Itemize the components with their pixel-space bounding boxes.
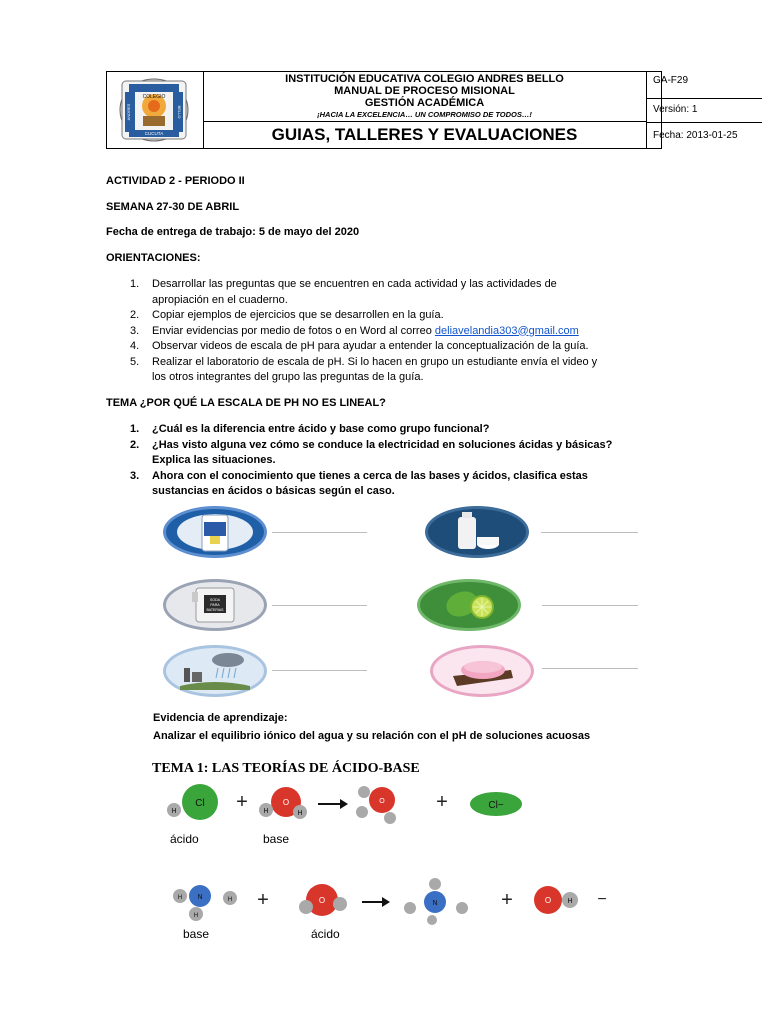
- hydroxide-charge: −: [597, 891, 607, 908]
- logo-text-bello: BELLO: [177, 105, 182, 119]
- header-institution-block: [203, 72, 646, 122]
- list-item: 2. ¿Has visto alguna vez cómo se conduce la electricidad en soluciones ácidas y básicas?: [130, 438, 613, 451]
- atom-o: O: [282, 798, 290, 807]
- header-center-cell: [203, 72, 647, 148]
- label-base: base: [183, 927, 210, 941]
- atom-h: H: [297, 810, 303, 817]
- activity-title: ACTIVIDAD 2 - PERIODO II: [106, 175, 245, 187]
- school-logo: [107, 72, 203, 148]
- orientaciones-list: [106, 277, 706, 386]
- reaction-2-diagram: [150, 874, 620, 926]
- list-item: 1. Desarrollar las preguntas que se encuentren en cada actividad y las actividades de: [130, 278, 557, 290]
- list-item: Explica las situaciones.: [152, 454, 276, 466]
- institution-name: INSTITUCIÓN EDUCATIVA COLEGIO ANDRES BELLO: [285, 73, 564, 85]
- document-title: GUIAS, TALLERES Y EVALUACIONES: [271, 125, 578, 144]
- answer-line: [272, 605, 367, 606]
- acid-rain-icon: [166, 648, 264, 694]
- milk-bottle-icon: [428, 509, 526, 555]
- soap-image: [430, 645, 534, 697]
- document-version: Versión: 1: [647, 99, 762, 123]
- atom-h: H: [567, 898, 573, 905]
- evidencia-text: Analizar el equilibrio iónico del agua y su relación con el pH de soluciones acuosas: [153, 730, 591, 742]
- atom-n: N: [432, 900, 438, 907]
- logo-text-colegio: COLEGIO: [142, 94, 166, 100]
- preguntas-list: [106, 422, 706, 500]
- list-item: 4. Observar videos de escala de pH para ayudar a entender la conceptualización de la guía.: [130, 340, 589, 352]
- atom-h: H: [193, 913, 199, 919]
- list-item: apropiación en el cuaderno.: [152, 293, 288, 306]
- school-logo-cell: [107, 72, 204, 148]
- atom-n: N: [197, 894, 203, 901]
- atom-h: H: [177, 895, 183, 901]
- list-item: 3. Enviar evidencias por medio de fotos o en Word al correo deliavelandia303@gmail.com: [130, 324, 579, 337]
- plus-sign: +: [501, 889, 513, 911]
- answer-line: [542, 668, 638, 669]
- plus-sign: +: [257, 889, 269, 911]
- label-acido: ácido: [311, 927, 340, 941]
- svg-text:BATERIAS: BATERIAS: [206, 608, 224, 612]
- manual-name: MANUAL DE PROCESO MISIONAL: [334, 85, 515, 97]
- list-item: 3. Ahora con el conocimiento que tienes a cerca de las bases y ácidos, clasifica estas: [130, 469, 588, 482]
- delivery-date: Fecha de entrega de trabajo: 5 de mayo del 2020: [106, 226, 360, 238]
- list-item: 1. ¿Cuál es la diferencia entre ácido y base como grupo funcional?: [130, 423, 490, 435]
- atom-h: H: [263, 808, 269, 815]
- tema-question-heading: TEMA ¿POR QUÉ LA ESCALA DE PH NO ES LINEAL?: [106, 397, 386, 409]
- activity-week: SEMANA 27-30 DE ABRIL: [106, 201, 240, 213]
- gestion-name: GESTIÓN ACADÉMICA: [364, 97, 485, 109]
- atom-h: H: [227, 897, 233, 903]
- document-date: Fecha: 2013-01-25: [653, 130, 738, 141]
- chemical-jug-icon: [166, 582, 264, 628]
- email-link[interactable]: deliavelandia303@gmail.com: [434, 324, 579, 337]
- label-base: base: [263, 832, 290, 846]
- atom-o: O: [379, 798, 385, 805]
- evidencia-title: Evidencia de aprendizaje:: [153, 712, 288, 724]
- bleach-bottle-icon: [166, 509, 264, 555]
- answer-line: [272, 532, 367, 533]
- list-item: los otros integrantes del grupo las preguntas de la guía.: [152, 371, 424, 383]
- plus-sign: +: [236, 791, 248, 813]
- soap-bar-icon: [433, 648, 531, 694]
- reaction-arrow-head: [382, 897, 390, 907]
- atom-h: H: [171, 808, 177, 815]
- lime-image: [417, 579, 521, 631]
- orientaciones-heading: ORIENTACIONES:: [106, 252, 201, 264]
- logo-text-andres: ANDRES: [126, 103, 131, 121]
- milk-image: [425, 506, 529, 558]
- bleach-image: [163, 506, 267, 558]
- svg-text:PARA: PARA: [210, 603, 220, 607]
- document-header-table: [106, 71, 738, 149]
- list-item: sustancias en ácidos o básicas según el caso.: [152, 485, 395, 497]
- reaction-1-diagram: [150, 780, 550, 830]
- chloride-ion: Cl−: [488, 800, 504, 811]
- document-code: GA-F29: [647, 72, 762, 99]
- answer-line: [541, 532, 638, 533]
- logo-text-cucuta: CUCUTA: [144, 131, 164, 136]
- school-motto: ¡HACIA LA EXCELENCIA… UN COMPROMISO DE TODOS…!: [317, 110, 532, 119]
- label-acido: ácido: [170, 832, 199, 846]
- svg-text:SODA: SODA: [210, 598, 220, 602]
- lime-icon: [420, 582, 518, 628]
- list-item: 5. Realizar el laboratorio de escala de pH. Si lo hacen en grupo un estudiante envía el video y: [130, 355, 598, 368]
- atom-cl: Cl: [195, 798, 205, 809]
- acid-rain-image: [163, 645, 267, 697]
- tema1-heading: TEMA 1: LAS TEORÍAS DE ÁCIDO-BASE: [152, 761, 420, 776]
- chemical-image: [163, 579, 267, 631]
- atom-o: O: [318, 896, 326, 905]
- plus-sign: +: [436, 791, 448, 813]
- answer-line: [272, 670, 367, 671]
- atom-o: O: [544, 896, 552, 905]
- answer-line: [542, 605, 638, 606]
- header-meta-cell: [647, 72, 762, 148]
- list-item: 2. Copiar ejemplos de ejercicios que se desarrollen en la guía.: [130, 309, 444, 321]
- reaction-arrow-head: [340, 799, 348, 809]
